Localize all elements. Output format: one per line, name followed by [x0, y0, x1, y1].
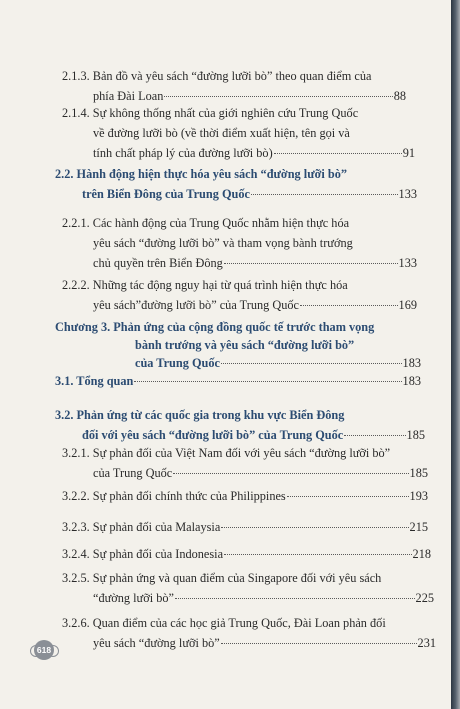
toc-entry-chapter-3[interactable] — [55, 318, 421, 372]
toc-line: 2.2.2. Những tác động nguy hại từ quá trình hiện thực hóa — [62, 278, 348, 292]
toc-entry-2-1-4[interactable] — [62, 103, 415, 163]
page-number: 215 — [409, 520, 428, 534]
page-number: 231 — [417, 636, 436, 650]
leader-dots — [287, 496, 409, 497]
toc-tail: yêu sách”đường lưỡi bò” của Trung Quốc — [93, 298, 299, 312]
folio-number: 618 — [34, 640, 54, 660]
toc-entry-2-1-3[interactable] — [62, 66, 406, 106]
page-number: 218 — [412, 547, 431, 561]
toc-entry-2-2-1[interactable] — [62, 213, 417, 273]
leader-dots — [164, 96, 392, 97]
toc-entry-3-1[interactable] — [55, 371, 421, 391]
toc-entry-3-2-1[interactable] — [62, 443, 428, 483]
toc-line: 2.2. Hành động hiện thực hóa yêu sách “đường lưỡi bò” — [55, 167, 348, 181]
toc-tail: yêu sách “đường lưỡi bò” — [93, 636, 220, 650]
leader-dots — [221, 643, 417, 644]
leader-dots — [224, 263, 398, 264]
toc-line: Chương 3. Phản ứng của cộng đồng quốc tế trước tham vọng — [55, 320, 375, 334]
toc-line: yêu sách “đường lưỡi bò” và tham vọng bành trướng — [93, 236, 353, 250]
toc-entry-3-2-3[interactable] — [62, 517, 428, 537]
toc-line: 2.1.3. Bản đồ và yêu sách “đường lưỡi bò” theo quan điểm của — [62, 69, 372, 83]
toc-entry-2-2[interactable] — [55, 164, 417, 204]
leader-dots — [175, 598, 415, 599]
page-number: 183 — [402, 356, 421, 370]
book-spine-edge — [451, 0, 460, 709]
toc-tail: đối với yêu sách “đường lưỡi bò” của Trung Quốc — [82, 428, 344, 442]
page-number: 88 — [393, 89, 406, 103]
leader-dots — [134, 381, 401, 382]
leader-dots — [344, 435, 405, 436]
toc-tail: 3.1. Tổng quan — [55, 374, 134, 388]
toc-entry-3-2-6[interactable] — [62, 613, 436, 653]
toc-tail: tính chất pháp lý của đường lưỡi bò) — [93, 146, 273, 160]
toc-line: 2.2.1. Các hành động của Trung Quốc nhằm hiện thực hóa — [62, 216, 350, 230]
toc-entry-3-2[interactable] — [55, 405, 425, 445]
toc-tail: của Trung Quốc — [93, 466, 173, 480]
page-number: 169 — [398, 298, 417, 312]
toc-line: 3.2.6. Quan điểm của các học giả Trung Quốc, Đài Loan phản đối — [62, 616, 386, 630]
toc-entry-3-2-5[interactable] — [62, 568, 434, 608]
toc-tail: 3.2.3. Sự phản đối của Malaysia — [62, 520, 221, 534]
page-number: 183 — [402, 374, 421, 388]
page-number-badge — [30, 640, 58, 660]
toc-entry-3-2-2[interactable] — [62, 486, 428, 506]
toc-line: bành trướng và yêu sách “đường lưỡi bò” — [135, 338, 355, 352]
toc-line: về đường lưỡi bò (về thời điểm xuất hiện, tên gọi và — [93, 126, 350, 140]
page-number: 91 — [402, 146, 415, 160]
toc-line: 3.2.5. Sự phản ứng và quan điểm của Singapore đối với yêu sách — [62, 571, 382, 585]
page-number: 133 — [398, 256, 417, 270]
toc-tail: chủ quyền trên Biển Đông — [93, 256, 223, 270]
toc-tail: của Trung Quốc — [135, 356, 220, 370]
page-number: 225 — [415, 591, 434, 605]
leader-dots — [274, 153, 402, 154]
toc-line: 3.2.1. Sự phản đối của Việt Nam đối với yêu sách “đường lưỡi bò” — [62, 446, 391, 460]
toc-tail: 3.2.4. Sự phản đối của Indonesia — [62, 547, 224, 561]
toc-tail: “đường lưỡi bò” — [93, 591, 174, 605]
leader-dots — [300, 305, 398, 306]
leader-dots — [224, 554, 412, 555]
toc-entry-2-2-2[interactable] — [62, 275, 417, 315]
page-number: 185 — [406, 428, 425, 442]
leader-dots — [251, 194, 398, 195]
leader-dots — [221, 527, 408, 528]
toc-tail: phía Đài Loan — [93, 89, 164, 103]
toc-entry-3-2-4[interactable] — [62, 544, 431, 564]
page-number: 193 — [409, 489, 428, 503]
toc-tail: 3.2.2. Sự phản đối chính thức của Philippines — [62, 489, 286, 503]
page-number: 185 — [409, 466, 428, 480]
leader-dots — [173, 473, 408, 474]
toc-line: 2.1.4. Sự không thống nhất của giới nghiên cứu Trung Quốc — [62, 106, 359, 120]
page-number: 133 — [398, 187, 417, 201]
leader-dots — [221, 363, 402, 364]
toc-line: 3.2. Phản ứng từ các quốc gia trong khu vực Biển Đông — [55, 408, 345, 422]
toc-tail: trên Biển Đông của Trung Quốc — [82, 187, 250, 201]
